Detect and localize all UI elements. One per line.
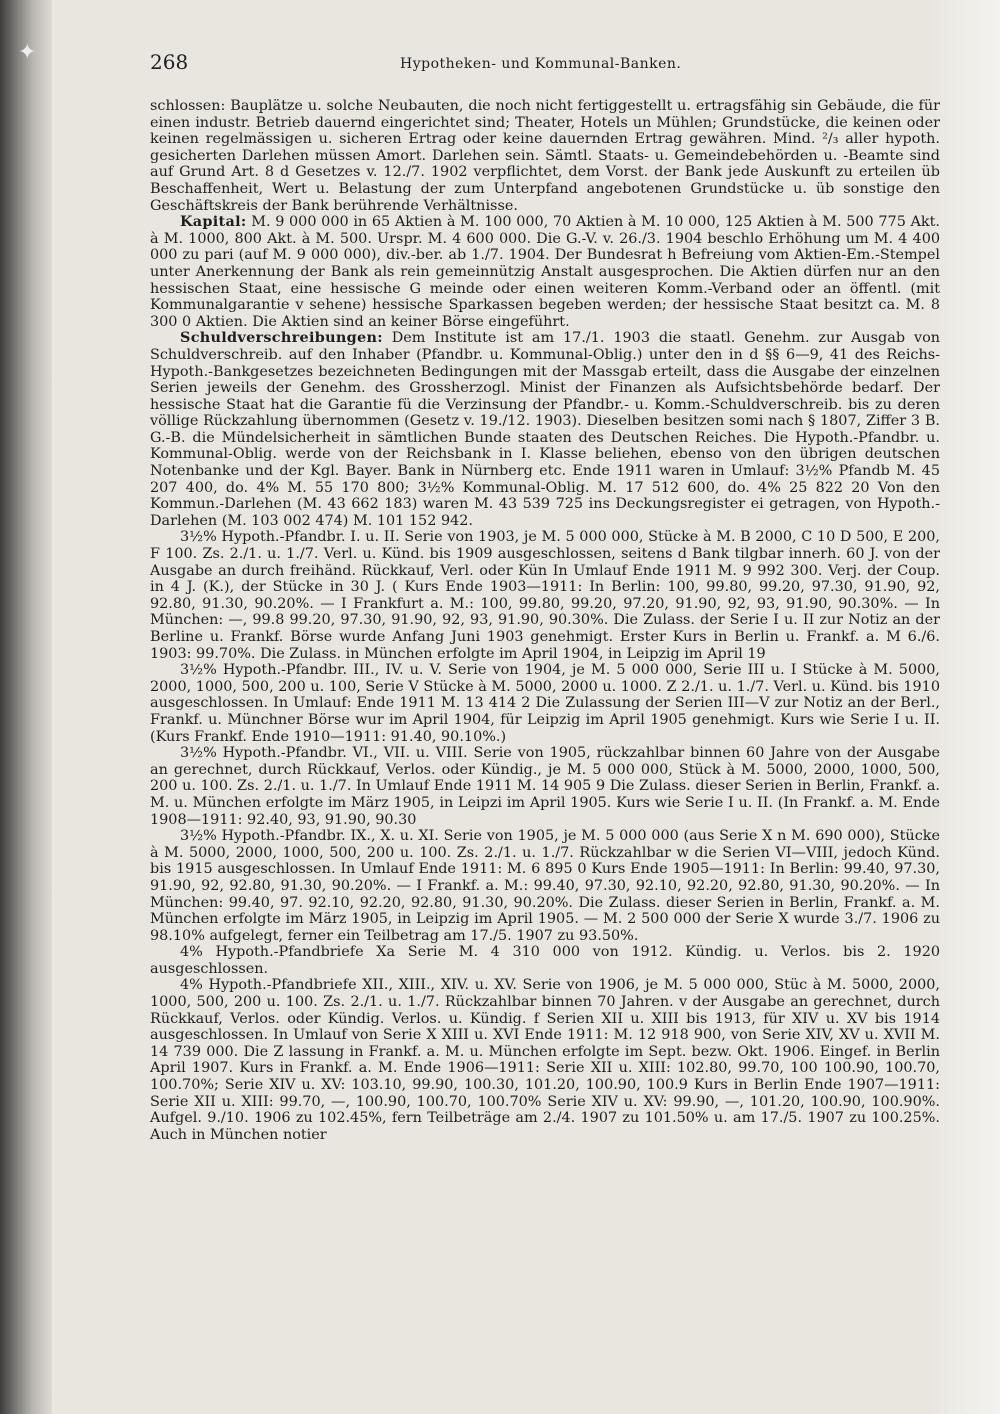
page-binding-shadow: [0, 0, 52, 1414]
paragraph-serie-1-2: [150, 529, 940, 662]
paragraph-text: M. 9 000 000 in 65 Aktien à M. 100 000, 70 Aktien à M. 10 000, 125 Aktien à M. 500 775 Akt. à M. 1000, 800 Akt. à M. 500. Urspr. M. 4 600 000. Die G.-V. v. 26./3. 1904 beschlo Erhöhung um M. 4 400 000 zu pari (auf M. 9 000 000), div.-ber. ab 1./7. 1904. Der Bundesrat h Befreiung vom Aktien-Em.-Stempel unter Anerkennung der Bank als rein gemeinnützig Anstalt ausgesprochen. Die Aktien dürfen nur an den hessischen Staat, eine hessische G meinde oder einen weiteren Komm.-Verband oder an öffentl. (mit Kommunalgarantie v sehene) hessische Sparkassen begeben werden; der hessische Staat besitzt ca. M. 8 300 0 Aktien. Die Aktien sind an keiner Börse eingeführt.: [150, 214, 940, 330]
paragraph-text: 3½% Hypoth.-Pfandbr. I. u. II. Serie von 1903, je M. 5 000 000, Stücke à M. B 2000, C 10 D 500, E 200, F 100. Zs. 2./1. u. 1./7. Verl. u. Künd. bis 1909 ausgeschlossen, seitens d Bank tilgbar innerh. 60 J. von der Ausgabe an durch freihänd. Rückkauf, Verl. oder Kün In Umlauf Ende 1911 M. 9 992 300. Verj. der Coup. in 4 J. (K.), der Stücke in 30 J. ( Kurs Ende 1903—1911: In Berlin: 100, 99.80, 99.20, 97.30, 91.90, 92, 92.80, 91.30, 90.20%. — I Frankfurt a. M.: 100, 99.80, 99.20, 97.20, 91.90, 92, 93, 91.90, 90.30%. — In München: —, 99.8 99.20, 97.30, 91.90, 92, 93, 91.90, 90.30%. Die Zulass. der Serie I u. II zur Notiz an der Berline u. Frankf. Börse wurde Anfang Juni 1903 genehmigt. Erster Kurs in Berlin u. Frankf. a. M 6./6. 1903: 99.70%. Die Zulass. in München erfolgte im April 1904, in Leipzig im April 19: [150, 529, 940, 662]
paragraph-text: 4% Hypoth.-Pfandbriefe XII., XIII., XIV. u. XV. Serie von 1906, je M. 5 000 000, Stüc à M. 5000, 2000, 1000, 500, 200 u. 100. Zs. 2./1. u. 1./7. Rückzahlbar binnen 70 Jahren. v der Ausgabe an gerechnet, durch Rückkauf, Verlos. oder Kündig. Verlos. u. Kündig. f Serien XII u. XIII bis 1913, für XIV u. XV bis 1914 ausgeschlossen. In Umlauf von Serie X XIII u. XVI Ende 1911: M. 12 918 900, von Serie XIV, XV u. XVII M. 14 739 000. Die Z lassung in Frankf. a. M. u. München erfolgte im Sept. bezw. Okt. 1906. Eingef. in Berlin April 1907. Kurs in Frankf. a. M. Ende 1906—1911: Serie XII u. XIII: 102.80, 99.70, 100 100.90, 100.70, 100.70%; Serie XIV u. XV: 103.10, 99.90, 100.30, 101.20, 100.90, 100.9 Kurs in Berlin Ende 1907—1911: Serie XII u. XIII: 99.70, —, 100.90, 100.70, 100.70% Serie XIV u. XV: 99.90, —, 101.20, 100.90, 100.90%. Aufgel. 9./10. 1906 zu 102.45%, fern Teilbeträge am 2./4. 1907 zu 101.50% u. am 17./5. 1907 zu 100.25%. Auch in München notier: [150, 977, 940, 1143]
paragraph-text: 3½% Hypoth.-Pfandbr. VI., VII. u. VIII. Serie von 1905, rückzahlbar binnen 60 Jahre von der Ausgabe an gerechnet, durch Rückkauf, Verlos. oder Kündig., je M. 5 000 000, Stück à M. 5000, 2000, 1000, 500, 200 u. 100. Zs. 2./1. u. 1./7. In Umlauf Ende 1911 M. 14 905 9 Die Zulass. dieser Serien in Berlin, Frankf. a. M. u. München erfolgte im März 1905, in Leipzi im April 1905. Kurs wie Serie I u. II. (In Frankf. a. M. Ende 1908—1911: 92.40, 93, 91.90, 90.30: [150, 745, 940, 828]
paragraph-text: 3½% Hypoth.-Pfandbr. III., IV. u. V. Serie von 1904, je M. 5 000 000, Serie III u. I Stücke à M. 5000, 2000, 1000, 500, 200 u. 100, Serie V Stücke à M. 5000, 2000 u. 1000. Z 2./1. u. 1./7. Verl. u. Künd. bis 1910 ausgeschlossen. In Umlauf: Ende 1911 M. 13 414 2 Die Zulassung der Serien III—V zur Notiz an der Berl., Frankf. u. Münchner Börse wur im April 1904, für Leipzig im April 1905 genehmigt. Kurs wie Serie I u. II. (Kurs Frankf. Ende 1910—1911: 91.40, 90.10%.): [150, 662, 940, 745]
page-number: 268: [150, 50, 189, 74]
paragraph-lead: Kapital:: [180, 213, 247, 231]
paragraph-text: schlossen: Bauplätze u. solche Neubauten, die noch nicht fertiggestellt u. ertragsfähig sin Gebäude, die für einen industr. Betrieb dauernd eingerichtet sind; Theater, Hotels un Mühlen; Grundstücke, die keinen oder keinen regelmässigen u. sicheren Ertrag oder keine dauernden Ertrag gewähren. Mind. ²/₃ aller hypoth. gesicherten Darlehen müssen Amort. Darlehen sein. Sämtl. Staats- u. Gemeindebehörden u. -Beamte sind auf Grund Art. 8 d Gesetzes v. 12./7. 1902 verpflichtet, dem Vorst. der Bank jede Auskunft zu erteilen üb Beschaffenheit, Wert u. Belastung der zum Unterpfand angebotenen Grundstücke u. üb sonstige den Geschäftskreis der Bank berührende Verhältnisse.: [150, 98, 940, 214]
paragraph-text: 4% Hypoth.-Pfandbriefe Xa Serie M. 4 310 000 von 1912. Kündig. u. Verlos. bis 2. 1920 ausgeschlossen.: [150, 944, 940, 977]
paragraph-text: 3½% Hypoth.-Pfandbr. IX., X. u. XI. Serie von 1905, je M. 5 000 000 (aus Serie X n M. 690 000), Stücke à M. 5000, 2000, 1000, 500, 200 u. 100. Zs. 2./1. u. 1./7. Rückzahlbar w die Serien VI—VIII, jedoch Künd. bis 1915 ausgeschlossen. In Umlauf Ende 1911: M. 6 895 0 Kurs Ende 1905—1911: In Berlin: 99.40, 97.30, 91.90, 92, 92.80, 91.30, 90.20%. — I Frankf. a. M.: 99.40, 97.30, 92.10, 92.20, 92.80, 91.30, 90.20%. — In München: 99.40, 97. 92.10, 92.20, 92.80, 91.30, 90.20%. Die Zulass. dieser Serien in Berlin, Frankf. a. M. München erfolgte im März 1905, in Leipzig im April 1905. — M. 2 500 000 der Serie X wurde 3./7. 1906 zu 98.10% aufgelegt, ferner ein Teilbetrag am 17./5. 1907 zu 93.50%.: [150, 828, 940, 944]
paragraph-lead: Schuldverschreibungen:: [180, 329, 383, 347]
paragraph-serie-6-8: [150, 745, 940, 828]
paragraph-kapital: [150, 214, 940, 330]
page-edge: [930, 0, 1000, 1414]
paragraph-serie-12-15: [150, 977, 940, 1143]
text-column: [150, 98, 940, 1143]
paragraph-text: Dem Institute ist am 17./1. 1903 die staatl. Genehm. zur Ausgab von Schuldverschreib. auf den Inhaber (Pfandbr. u. Kommunal-Oblig.) unter den in d §§ 6—9, 41 des Reichs-Hypoth.-Bankgesetzes bezeichneten Bedingungen mit der Massgab erteilt, dass die Ausgabe der einzelnen Serien jeweils der Genehm. des Grossherzogl. Minist der Finanzen als Aufsichtsbehörde bedarf. Der hessische Staat hat die Garantie fü die Verzinsung der Pfandbr.- u. Komm.-Schuldverschreib. bis zu deren völlige Rückzahlung übernommen (Gesetz v. 19./12. 1903). Dieselben besitzen somi nach § 1807, Ziffer 3 B. G.-B. die Mündelsicherheit in sämtlichen Bunde staaten des Deutschen Reiches. Die Hypoth.-Pfandbr. u. Kommunal-Oblig. werde von der Reichsbank in I. Klasse beliehen, ebenso von den übrigen deutschen Notenbanke und der Kgl. Bayer. Bank in Nürnberg etc. Ende 1911 waren in Umlauf: 3½% Pfandb M. 45 207 400, do. 4% M. 55 170 800; 3½% Kommunal-Oblig. M. 17 512 600, do. 4% 25 822 20 Von den Kommun.-Darlehen (M. 43 662 183) waren M. 43 539 725 ins Deckungsregister ei getragen, von Hypoth.-Darlehen (M. 103 002 474) M. 101 152 942.: [150, 330, 941, 529]
running-head: Hypotheken- und Kommunal-Banken.: [400, 56, 682, 72]
paragraph-serie-xa: [150, 944, 940, 977]
paragraph-serie-9-11: [150, 828, 940, 944]
paragraph-serie-3-5: [150, 662, 940, 745]
paragraph-schuldverschreibungen: [150, 330, 940, 529]
binding-mark: ✦: [18, 40, 37, 65]
page-header: [150, 50, 730, 78]
paragraph-schlossen: [150, 98, 940, 214]
